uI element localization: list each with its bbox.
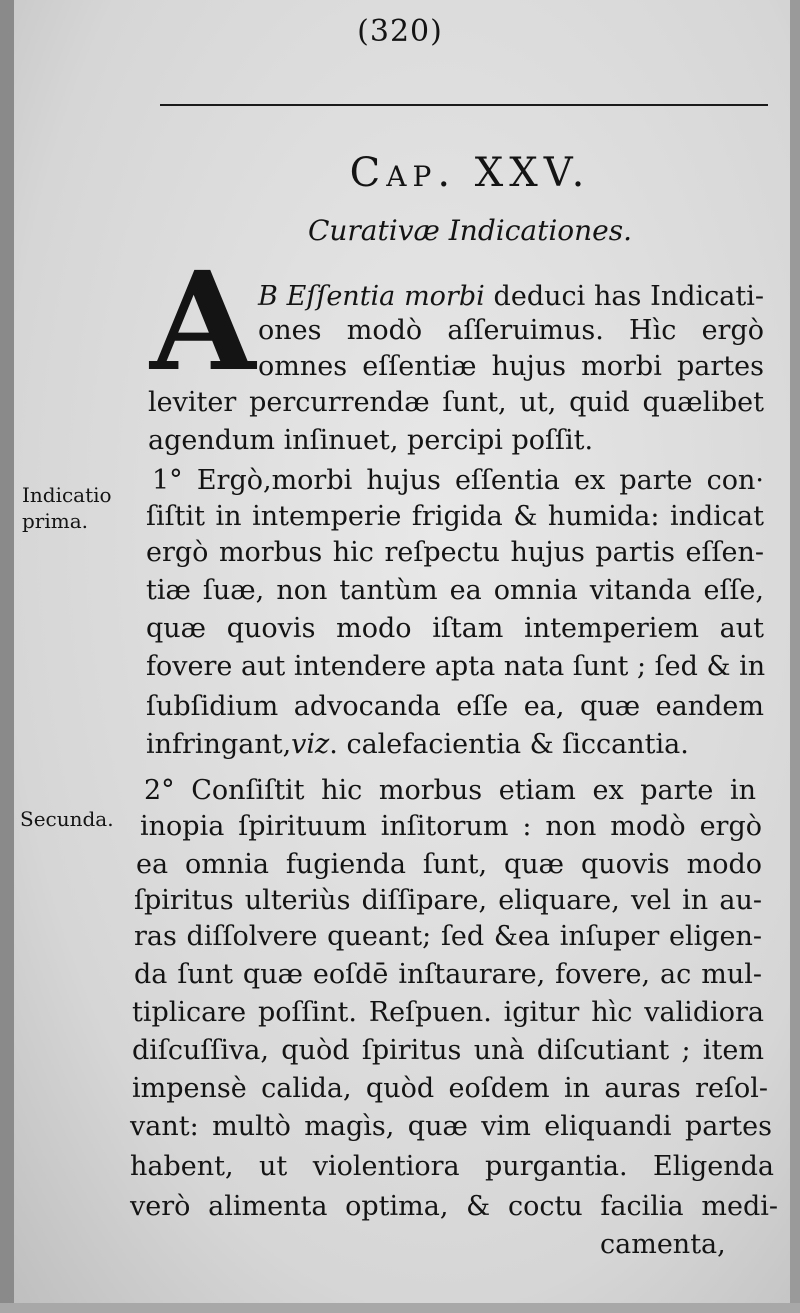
text-line (132, 1034, 764, 1068)
text-line (134, 958, 762, 992)
text-line (148, 386, 764, 420)
italic-text: B Eſſentia morbi (258, 281, 485, 312)
drop-cap: A (150, 242, 256, 402)
line-text: 1° Ergò,morbi hujus eſſentia ex parte con· (152, 465, 764, 496)
line-text: fovere aut intendere apta nata ſunt ; ſed & in (146, 651, 766, 682)
line-text: 2° Conſiſtit hic morbus etiam ex parte in (144, 775, 756, 806)
line-text: verò alimenta optima, & coctu facilia medi- (130, 1191, 778, 1222)
line-text: da ſunt quæ eoſdē inſtaurare, fovere, ac mul- (134, 959, 762, 990)
page-number: (320) (357, 14, 443, 49)
text-line (134, 920, 762, 954)
line-text: agendum inſinuet, percipi poſſit. (148, 425, 594, 456)
line-text: omnes eſſentiæ hujus morbi partes (258, 351, 764, 382)
line-text: tiplicare poſſint. Reſpuen. igitur hìc validiora (132, 997, 764, 1028)
page-bottom-edge (0, 1303, 800, 1313)
chapter-title: Cap. XXV. (349, 150, 591, 196)
line-text: ea omnia fugienda ſunt, quæ quovis modo (136, 849, 762, 880)
text-line (258, 314, 764, 348)
line-text: leviter percurrendæ ſunt, ut, quid quælibet (148, 387, 764, 418)
text-line (132, 1072, 768, 1106)
text-line (130, 1110, 772, 1144)
text-line (132, 996, 764, 1030)
line-text: impensè calida, quòd eoſdem in auras reſol- (132, 1073, 768, 1104)
chapter-subtitle: Curativæ Indicationes. (307, 214, 633, 247)
text-line (258, 350, 764, 384)
line-text: ones modò aſſeruimus. Hìc ergò (258, 315, 764, 346)
margin-note-indicatio (22, 482, 112, 534)
text-line (136, 848, 762, 882)
line-text: deduci has Indicati- (484, 281, 764, 312)
margin-note-secunda: Secunda. (20, 807, 114, 831)
line-text: quæ quovis modo iſtam intemperiem aut (146, 613, 764, 644)
header-rule (160, 104, 768, 106)
page-left-edge (0, 0, 14, 1313)
line-text: camenta, (600, 1229, 726, 1260)
text-line (148, 424, 764, 458)
margin-note-line: Indicatio (22, 483, 112, 507)
text-line (146, 650, 764, 684)
text-line (144, 774, 756, 808)
italic-text: viz (291, 729, 330, 760)
text-line (600, 1228, 760, 1262)
line-text: . calefacientia & ſiccantia. (329, 729, 689, 760)
line-text: habent, ut violentiora purgantia. Eligenda (130, 1151, 774, 1182)
line-text: infringant, (146, 729, 292, 760)
line-text: ergò morbus hic reſpectu hujus partis eſſen- (146, 537, 764, 568)
text-line (134, 884, 762, 918)
line-text: inopia ſpirituum inſitorum : non modò ergò (140, 811, 762, 842)
text-line (146, 728, 764, 762)
text-line (146, 536, 764, 570)
line-text: vant: multò magìs, quæ vim eliquandi partes (130, 1111, 772, 1142)
text-line (258, 280, 764, 314)
text-line (130, 1150, 774, 1184)
text-line (146, 574, 764, 608)
margin-note-line: prima. (22, 509, 89, 533)
text-line (152, 464, 764, 498)
line-text: ſubſidium advocanda eſſe ea, quæ eandem (146, 691, 764, 722)
text-line (146, 690, 764, 724)
text-line (130, 1190, 778, 1224)
text-line (140, 810, 762, 844)
line-text: ras diſſolvere queant; ſed &ea inſuper eligen- (134, 921, 762, 952)
page-right-edge (790, 0, 800, 1313)
text-line (146, 612, 764, 646)
text-line (146, 500, 764, 534)
line-text: tiæ ſuæ, non tantùm ea omnia vitanda eſſe, (146, 575, 764, 606)
line-text: diſcuſſiva, quòd ſpiritus unà diſcutiant ; item (132, 1035, 764, 1066)
line-text: ſpiritus ulteriùs diſſipare, eliquare, vel in au- (134, 885, 762, 916)
line-text: ſiſtit in intemperie frigida & humida: indicat (146, 501, 764, 532)
